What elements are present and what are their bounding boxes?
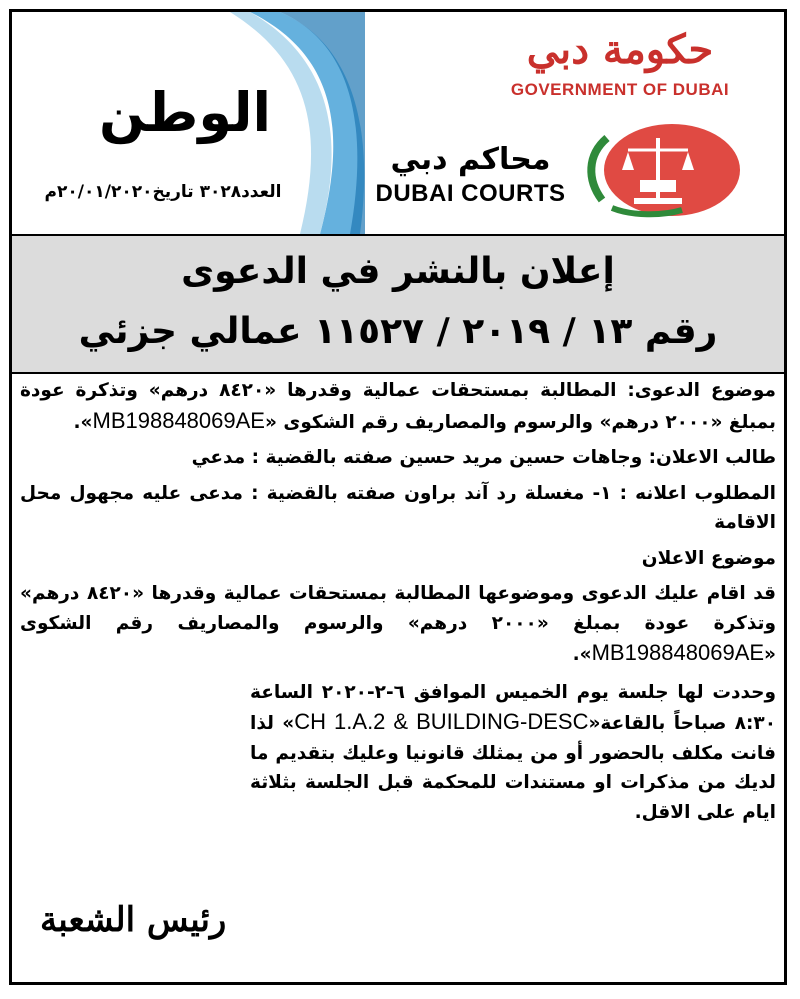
respondent: المطلوب اعلانه : ١- مغسلة رد آند براون صفته بالقضية : مدعى عليه مجهول محل الاقامة <box>20 482 776 533</box>
notice-subject-end: ». <box>572 644 592 665</box>
requester: طالب الاعلان: وجاهات حسين مريد حسين صفته بالقضية : مدعي <box>191 447 776 468</box>
signature: رئيس الشعبة <box>40 900 227 940</box>
case-subject <box>20 376 776 437</box>
notice-subject <box>20 579 776 670</box>
dubai-courts-emblem-icon <box>572 120 740 220</box>
issue-info: العدد٣٠٢٨ تاريخ٢٠/٠١/٢٠٢٠م <box>44 182 282 202</box>
case-subject-text: موضوع الدعوى: المطالبة بمستحقات عمالية وقدرها «٨٤٢٠ درهم» وتذكرة عودة بمبلغ «٢٠٠٠ درهم» والرسوم والمصاريف رقم الشكوى « <box>20 380 776 433</box>
hearing-text: وحددت لها جلسة يوم الخميس الموافق ٦-٢-٢٠٢٠ الساعة ٨:٣٠ صباحاً بالقاعة« <box>250 681 776 734</box>
courts-name-en: DUBAI COURTS <box>375 180 566 207</box>
announcement-title: إعلان بالنشر في الدعوى <box>181 251 615 292</box>
government-name-ar: حكومة دبي <box>526 26 714 73</box>
announcement-body <box>20 376 776 827</box>
notice-subject-heading: موضوع الاعلان <box>641 547 776 569</box>
courts-name-ar: محاكم دبي <box>390 142 551 177</box>
complaint-code: MB198848069AE <box>92 407 265 433</box>
case-subject-end: ». <box>73 411 93 433</box>
notice-subject-text: قد اقام عليك الدعوى وموضوعها المطالبة بمستحقات عمالية وقدرها «٨٤٢٠ درهم» وتذكرة عودة بمبلغ «٢٠٠٠ درهم» والرسوم والمصاريف رقم الشكوى « <box>20 583 776 665</box>
government-name-en: GOVERNMENT OF DUBAI <box>510 80 730 99</box>
case-number: رقم ١٣ / ٢٠١٩ / ١١٥٢٧ عمالي جزئي <box>78 311 718 352</box>
complaint-code-2: MB198848069AE <box>591 640 765 665</box>
title-band <box>12 234 784 374</box>
newspaper-logo: الوطن <box>98 81 272 144</box>
dubai-courts-logo <box>368 140 573 208</box>
courtroom-code: CH 1.A.2 & BUILDING-DESC <box>294 709 589 734</box>
government-logo <box>470 20 770 100</box>
hearing-text-end: » لذا فانت مكلف بالحضور أو من يمثلك قانونيا وعليك بتقديم ما لديك من مذكرات او مستندات للمحكمة قبل الجلسة بثلاثة ايام على الاقل. <box>250 713 776 823</box>
hearing-details <box>20 678 776 828</box>
